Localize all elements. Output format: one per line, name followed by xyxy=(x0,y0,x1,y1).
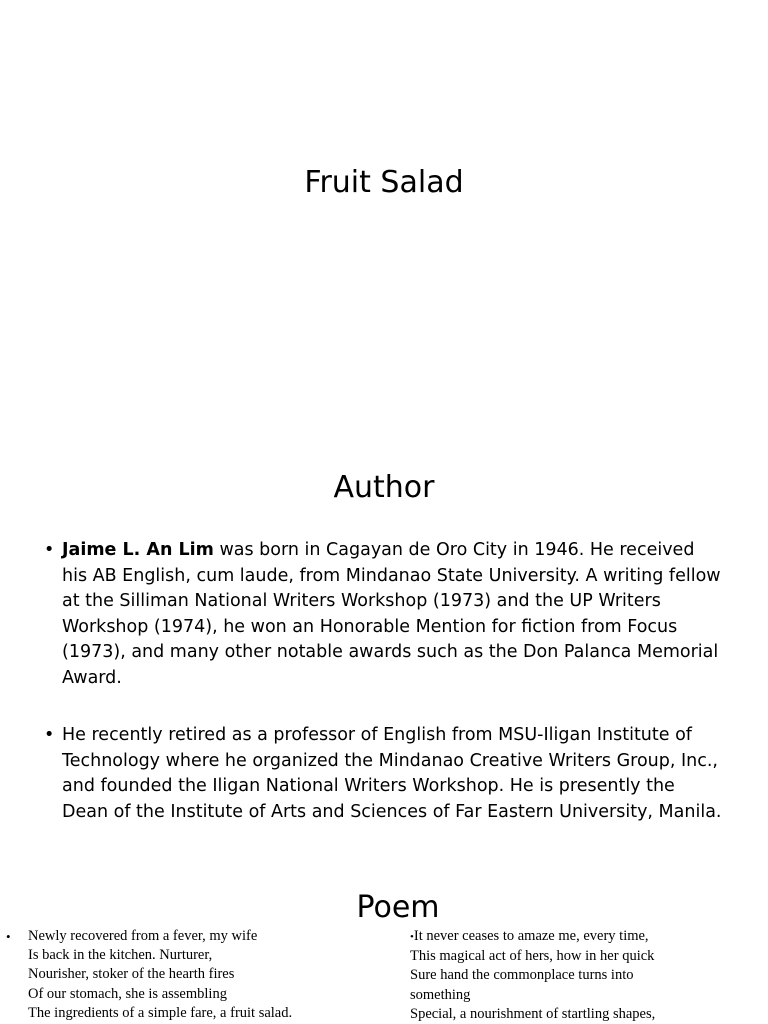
poem-line: Sure hand the commonplace turns into xyxy=(410,967,634,984)
poem-line xyxy=(410,927,655,947)
poem-line: Is back in the kitchen. Nurturer, xyxy=(28,947,213,964)
poem-line: Newly recovered from a fever, my wife xyxy=(28,928,258,944)
bullet-icon: • xyxy=(410,931,414,943)
author-bullet-1 xyxy=(44,538,724,691)
poem-right-column xyxy=(410,927,655,1024)
author-career-text: He recently retired as a professor of English from MSU-Iligan Institute of Technology where he organized the Mindanao Creative Writers Group, Inc., and founded the Iligan National Writers Workshop. He is presently the Dean of the Institute of Arts and Sciences of Far Eastern University, Manila. xyxy=(62,725,722,822)
author-bio-text: was born in Cagayan de Oro City in 1946. He received his AB English, cum laude, from Mindanao State University. A writing fellow at the Silliman National Writers Workshop (1973) and the UP Writers Workshop (1974), he won an Honorable Mention for fiction from Focus (1973), and many other notable awards such as the Don Palanca Memorial Award. xyxy=(62,540,721,688)
author-slide xyxy=(0,440,768,840)
poem-line: Of our stomach, she is assembling xyxy=(28,985,227,1002)
author-name: Jaime L. An Lim xyxy=(62,540,214,560)
title-slide xyxy=(0,0,768,384)
author-heading: Author xyxy=(333,470,435,505)
poem-line: This magical act of hers, how in her quick xyxy=(410,948,655,965)
author-bullet-2 xyxy=(44,723,724,825)
poem-line: Special, a nourishment of startling shapes, xyxy=(410,1005,656,1022)
slide-title: Fruit Salad xyxy=(304,165,464,200)
poem-line: something xyxy=(410,986,471,1003)
poem-line-text: It never ceases to amaze me, every time, xyxy=(413,928,649,944)
poem-slide xyxy=(0,860,768,1024)
poem-line: Nourisher, stoker of the hearth fires xyxy=(28,966,235,983)
author-bullet-list xyxy=(44,538,724,857)
poem-heading: Poem xyxy=(356,890,440,925)
bullet-icon: • xyxy=(6,929,11,944)
poem-left-column xyxy=(6,927,292,1023)
poem-line: The ingredients of a simple fare, a fruit salad. xyxy=(28,1004,293,1021)
